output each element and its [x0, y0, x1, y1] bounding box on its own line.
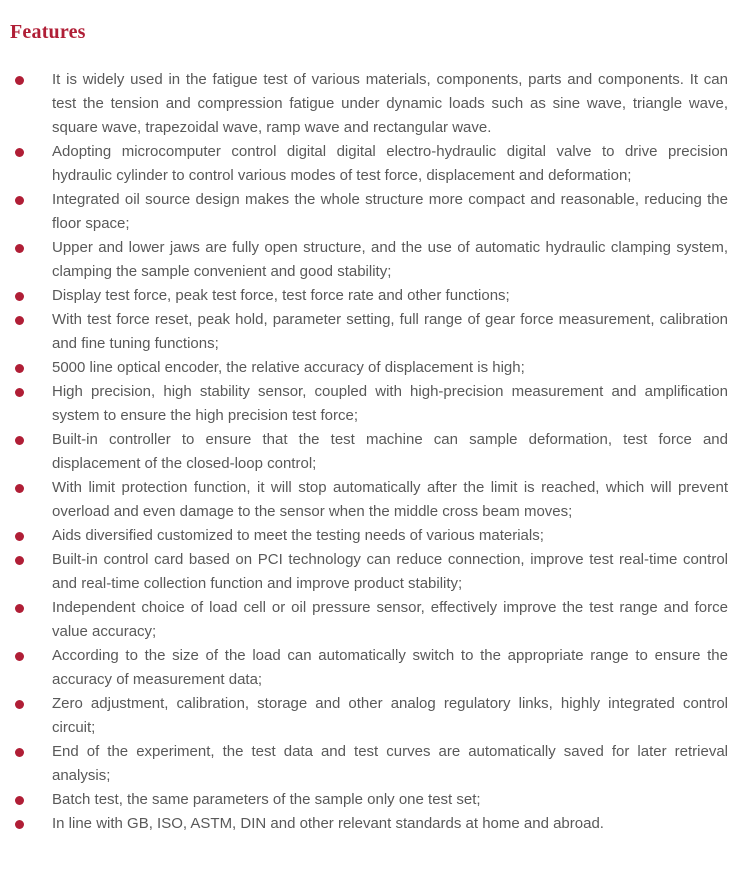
feature-text: With limit protection function, it will stop automatically after the limit is reached, which will prevent overload and even damage to the sensor when the middle cross beam moves; [52, 479, 728, 520]
bullet-icon [15, 244, 24, 253]
feature-list [10, 68, 728, 836]
bullet-icon [15, 532, 24, 541]
list-item [10, 740, 728, 788]
list-item [10, 788, 728, 812]
list-item [10, 644, 728, 692]
feature-text: Adopting microcomputer control digital digital electro-hydraulic digital valve to drive precision hydraulic cylinder to control various modes of test force, displacement and deformation; [52, 143, 728, 184]
list-item [10, 284, 728, 308]
list-item [10, 308, 728, 356]
bullet-icon [15, 652, 24, 661]
list-item [10, 188, 728, 236]
feature-text: With test force reset, peak hold, parameter setting, full range of gear force measurement, calibration and fine tuning functions; [52, 311, 728, 352]
list-item [10, 356, 728, 380]
feature-text: Aids diversified customized to meet the testing needs of various materials; [52, 527, 544, 544]
bullet-icon [15, 484, 24, 493]
list-item [10, 812, 728, 836]
feature-text: Batch test, the same parameters of the sample only one test set; [52, 791, 481, 808]
list-item [10, 692, 728, 740]
feature-text: 5000 line optical encoder, the relative accuracy of displacement is high; [52, 359, 525, 376]
feature-text: Built-in control card based on PCI technology can reduce connection, improve test real-time control and real-time collection function and improve product stability; [52, 551, 728, 592]
bullet-icon [15, 436, 24, 445]
bullet-icon [15, 820, 24, 829]
feature-text: End of the experiment, the test data and test curves are automatically saved for later retrieval analysis; [52, 743, 728, 784]
bullet-icon [15, 364, 24, 373]
feature-text: In line with GB, ISO, ASTM, DIN and other relevant standards at home and abroad. [52, 815, 604, 832]
feature-text: Built-in controller to ensure that the test machine can sample deformation, test force and displacement of the closed-loop control; [52, 431, 728, 472]
list-item [10, 380, 728, 428]
feature-text: Upper and lower jaws are fully open structure, and the use of automatic hydraulic clamping system, clamping the sample convenient and good stability; [52, 239, 728, 280]
list-item [10, 140, 728, 188]
bullet-icon [15, 556, 24, 565]
bullet-icon [15, 796, 24, 805]
feature-text: Display test force, peak test force, test force rate and other functions; [52, 287, 510, 304]
list-item [10, 428, 728, 476]
feature-text: According to the size of the load can automatically switch to the appropriate range to ensure the accuracy of measurement data; [52, 647, 728, 688]
bullet-icon [15, 292, 24, 301]
feature-text: High precision, high stability sensor, coupled with high-precision measurement and amplification system to ensure the high precision test force; [52, 383, 728, 424]
bullet-icon [15, 76, 24, 85]
feature-text: Independent choice of load cell or oil pressure sensor, effectively improve the test range and force value accuracy; [52, 599, 728, 640]
bullet-icon [15, 604, 24, 613]
list-item [10, 236, 728, 284]
list-item [10, 548, 728, 596]
list-item [10, 524, 728, 548]
bullet-icon [15, 388, 24, 397]
feature-text: It is widely used in the fatigue test of various materials, components, parts and components. It can test the tension and compression fatigue under dynamic loads such as sine wave, triangle wave, square wave, trapezoidal wave, ramp wave and rectangular wave. [52, 71, 728, 136]
bullet-icon [15, 316, 24, 325]
bullet-icon [15, 748, 24, 757]
list-item [10, 596, 728, 644]
bullet-icon [15, 196, 24, 205]
bullet-icon [15, 148, 24, 157]
list-item [10, 68, 728, 140]
feature-text: Integrated oil source design makes the whole structure more compact and reasonable, reducing the floor space; [52, 191, 728, 232]
feature-text: Zero adjustment, calibration, storage and other analog regulatory links, highly integrated control circuit; [52, 695, 728, 736]
page-title: Features [10, 21, 86, 43]
bullet-icon [15, 700, 24, 709]
list-item [10, 476, 728, 524]
